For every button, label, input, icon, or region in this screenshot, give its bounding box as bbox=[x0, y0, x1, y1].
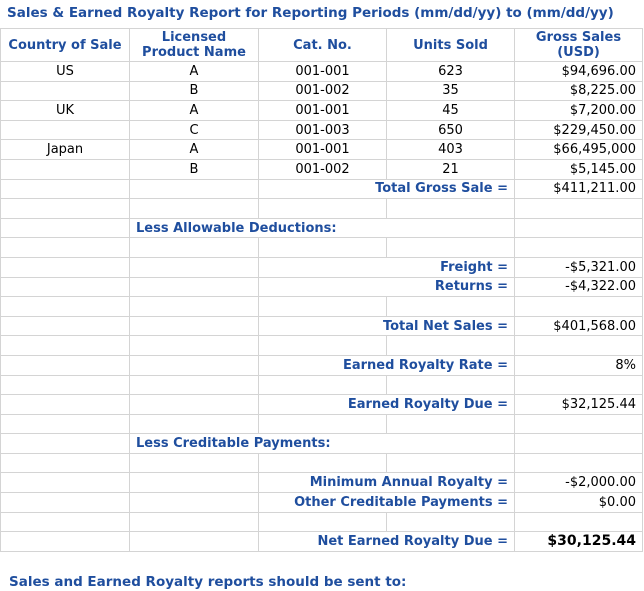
royalty-rate-row bbox=[1, 355, 643, 375]
returns-value: -$4,322.00 bbox=[515, 277, 643, 297]
gross-cell: $229,450.00 bbox=[515, 120, 643, 140]
returns-label: Returns = bbox=[259, 277, 515, 297]
cat-no-cell: 001-002 bbox=[259, 159, 387, 179]
units-cell: 650 bbox=[387, 120, 515, 140]
royalty-rate-label: Earned Royalty Rate = bbox=[259, 355, 515, 375]
footer-note: Sales and Earned Royalty reports should be sent to: bbox=[9, 574, 407, 590]
blank-row bbox=[1, 375, 643, 395]
units-cell: 45 bbox=[387, 101, 515, 121]
cat-no-cell: 001-001 bbox=[259, 101, 387, 121]
net-sales-value: $401,568.00 bbox=[515, 316, 643, 336]
blank-row bbox=[1, 297, 643, 317]
returns-row bbox=[1, 277, 643, 297]
blank-row bbox=[1, 238, 643, 258]
royalty-due-value: $32,125.44 bbox=[515, 395, 643, 415]
product-cell: A bbox=[130, 140, 259, 160]
deductions-header-row bbox=[1, 218, 643, 238]
gross-cell: $5,145.00 bbox=[515, 159, 643, 179]
creditable-header: Less Creditable Payments: bbox=[130, 434, 515, 454]
other-creditable-value: $0.00 bbox=[515, 493, 643, 513]
cat-no-cell: 001-001 bbox=[259, 62, 387, 82]
net-royalty-due-row bbox=[1, 532, 643, 552]
units-cell: 21 bbox=[387, 159, 515, 179]
cat-no-cell: 001-001 bbox=[259, 140, 387, 160]
freight-row bbox=[1, 257, 643, 277]
table-row bbox=[1, 62, 643, 82]
royalty-due-label: Earned Royalty Due = bbox=[259, 395, 515, 415]
units-cell: 403 bbox=[387, 140, 515, 160]
net-royalty-due-value: $30,125.44 bbox=[515, 532, 643, 552]
header-country: Country of Sale bbox=[1, 29, 130, 62]
freight-label: Freight = bbox=[259, 257, 515, 277]
blank-row bbox=[1, 414, 643, 434]
minimum-royalty-row bbox=[1, 473, 643, 493]
product-cell: A bbox=[130, 62, 259, 82]
product-cell: B bbox=[130, 81, 259, 101]
cat-no-cell: 001-003 bbox=[259, 120, 387, 140]
gross-cell: $8,225.00 bbox=[515, 81, 643, 101]
creditable-header-row bbox=[1, 434, 643, 454]
other-creditable-row bbox=[1, 493, 643, 513]
total-gross-row bbox=[1, 179, 643, 199]
cat-no-cell: 001-002 bbox=[259, 81, 387, 101]
total-gross-label: Total Gross Sale = bbox=[259, 179, 515, 199]
product-cell: C bbox=[130, 120, 259, 140]
royalty-report-table bbox=[0, 28, 643, 552]
header-cat-no: Cat. No. bbox=[259, 29, 387, 62]
blank-row bbox=[1, 512, 643, 532]
total-gross-value: $411,211.00 bbox=[515, 179, 643, 199]
blank-row bbox=[1, 453, 643, 473]
royalty-due-row bbox=[1, 395, 643, 415]
table-row bbox=[1, 140, 643, 160]
gross-cell: $94,696.00 bbox=[515, 62, 643, 82]
header-row bbox=[1, 29, 643, 62]
net-sales-row bbox=[1, 316, 643, 336]
country-cell: Japan bbox=[1, 140, 130, 160]
country-cell: US bbox=[1, 62, 130, 82]
header-gross-sales: Gross Sales (USD) bbox=[515, 29, 643, 62]
other-creditable-label: Other Creditable Payments = bbox=[259, 493, 515, 513]
product-cell: A bbox=[130, 101, 259, 121]
gross-cell: $66,495,000 bbox=[515, 140, 643, 160]
table-row bbox=[1, 81, 643, 101]
country-cell bbox=[1, 120, 130, 140]
royalty-rate-value: 8% bbox=[515, 355, 643, 375]
units-cell: 623 bbox=[387, 62, 515, 82]
product-cell: B bbox=[130, 159, 259, 179]
table-row bbox=[1, 120, 643, 140]
net-sales-label: Total Net Sales = bbox=[259, 316, 515, 336]
freight-value: -$5,321.00 bbox=[515, 257, 643, 277]
minimum-royalty-label: Minimum Annual Royalty = bbox=[259, 473, 515, 493]
table-row bbox=[1, 159, 643, 179]
units-cell: 35 bbox=[387, 81, 515, 101]
net-royalty-due-label: Net Earned Royalty Due = bbox=[259, 532, 515, 552]
table-row bbox=[1, 101, 643, 121]
header-product: Licensed Product Name bbox=[130, 29, 259, 62]
blank-row bbox=[1, 336, 643, 356]
country-cell bbox=[1, 81, 130, 101]
gross-cell: $7,200.00 bbox=[515, 101, 643, 121]
deductions-header: Less Allowable Deductions: bbox=[130, 218, 515, 238]
country-cell bbox=[1, 159, 130, 179]
report-title: Sales & Earned Royalty Report for Reporting Periods (mm/dd/yy) to (mm/dd/yy) bbox=[7, 5, 614, 21]
header-units-sold: Units Sold bbox=[387, 29, 515, 62]
blank-row bbox=[1, 199, 643, 219]
country-cell: UK bbox=[1, 101, 130, 121]
minimum-royalty-value: -$2,000.00 bbox=[515, 473, 643, 493]
